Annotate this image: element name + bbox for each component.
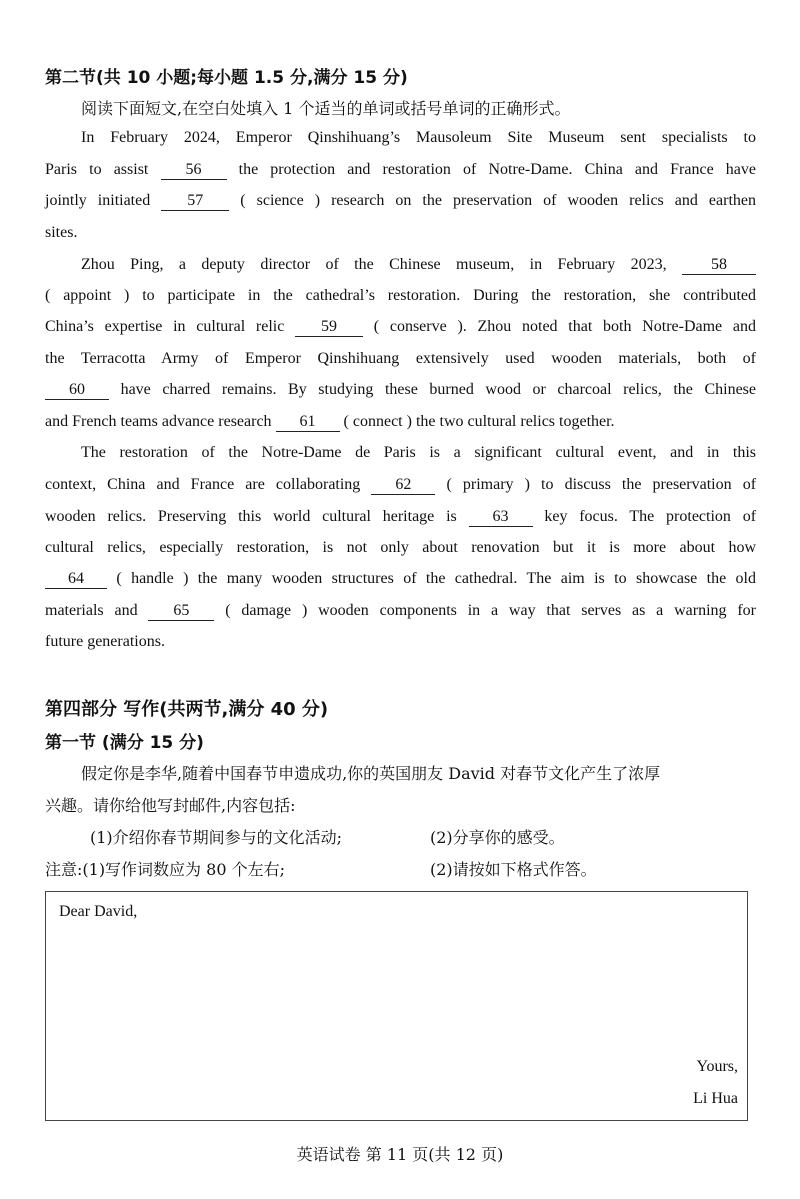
task-line: 兴趣。请你给他写封邮件,内容包括:	[45, 796, 296, 815]
blank-62[interactable]: 62	[371, 476, 435, 495]
subsection-title: 第一节 (满分 15 分)	[45, 733, 204, 753]
text-line: ( appoint ) to participate in the cathedral’s restoration. During the restoration, she contributed	[45, 287, 756, 304]
blank-58[interactable]: 58	[682, 256, 756, 275]
answer-box[interactable]	[45, 891, 748, 1121]
text-line: wooden relics. Preserving this world cultural heritage is 63 key focus. The protection of	[45, 508, 757, 525]
letter-greeting: Dear David,	[59, 903, 138, 920]
text-line: future generations.	[45, 633, 165, 650]
text-line: materials and 65 ( damage ) wooden components in a way that serves as a warning for	[45, 602, 757, 619]
text-line: 60 have charred remains. By studying these burned wood or charcoal relics, the Chinese	[45, 380, 756, 400]
blank-59[interactable]: 59	[295, 318, 363, 337]
task-point-2: (2)分享你的感受。	[430, 828, 565, 847]
blank-63[interactable]: 63	[469, 508, 533, 527]
blank-61[interactable]: 61	[276, 413, 340, 432]
task-line: 假定你是李华,随着中国春节申遗成功,你的英国朋友 David 对春节文化产生了浓厚	[81, 764, 661, 783]
text-line: China’s expertise in cultural relic 59 ( conserve ). Zhou noted that both Notre-Dame and	[45, 318, 756, 335]
text-line: and French teams advance research 61 ( connect ) the two cultural relics together.	[45, 413, 615, 430]
blank-60[interactable]: 60	[45, 381, 109, 400]
text-line: cultural relics, especially restoration, is not only about renovation but it is more about how	[45, 539, 756, 556]
task-point-1: (1)介绍你春节期间参与的文化活动;	[90, 828, 343, 847]
letter-signature: Li Hua	[693, 1090, 738, 1107]
blank-64[interactable]: 64	[45, 570, 107, 589]
note-1: 注意:(1)写作词数应为 80 个左右;	[45, 860, 285, 879]
text-line: jointly initiated 57 ( science ) research on the preservation of wooden relics and earthen	[45, 192, 757, 209]
letter-closing: Yours,	[696, 1058, 738, 1075]
text-line: 64 ( handle ) the many wooden structures of the cathedral. The aim is to showcase the old	[45, 569, 756, 589]
section-title: 第二节(共 10 小题;每小题 1.5 分,满分 15 分)	[45, 68, 408, 88]
text-line: sites.	[45, 224, 78, 241]
text-line: Zhou Ping, a deputy director of the Chinese museum, in February 2023, 58	[81, 255, 756, 275]
instruction: 阅读下面短文,在空白处填入 1 个适当的单词或括号单词的正确形式。	[81, 99, 571, 118]
text-line: Paris to assist 56 the protection and restoration of Notre-Dame. China and France have	[45, 161, 757, 178]
text-line: The restoration of the Notre-Dame de Paris is a significant cultural event, and in this	[81, 444, 756, 461]
text-line: the Terracotta Army of Emperor Qinshihuang extensively used wooden materials, both of	[45, 350, 756, 367]
part-title: 第四部分 写作(共两节,满分 40 分)	[45, 699, 329, 720]
blank-57[interactable]: 57	[161, 192, 229, 211]
text-line: context, China and France are collaborating 62 ( primary ) to discuss the preservation of	[45, 476, 757, 493]
note-2: (2)请按如下格式作答。	[430, 860, 597, 879]
page-footer: 英语试卷 第 11 页(共 12 页)	[296, 1145, 504, 1164]
blank-56[interactable]: 56	[161, 161, 227, 180]
blank-65[interactable]: 65	[148, 602, 214, 621]
text-line: In February 2024, Emperor Qinshihuang’s Mausoleum Site Museum sent specialists to	[81, 129, 756, 146]
